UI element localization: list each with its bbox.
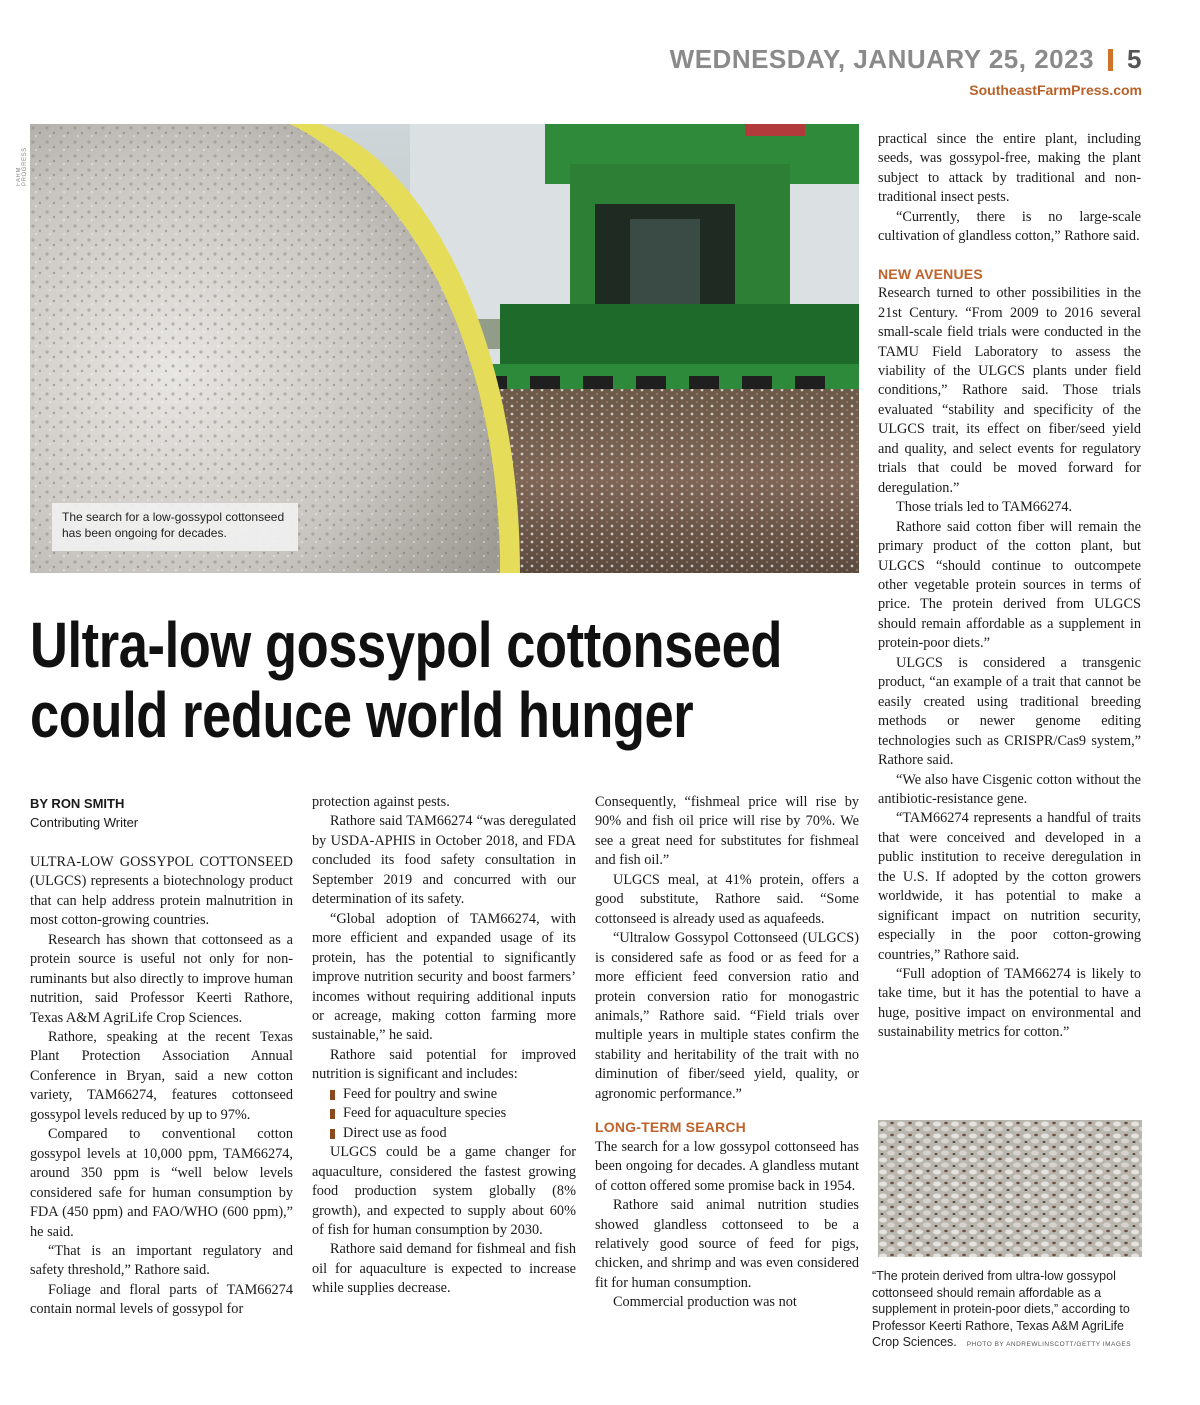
headline-line-2: could reduce world hunger — [30, 679, 694, 751]
paragraph: Research turned to other possibilities in the 21st Century. “From 2009 to 2016 several small-scale field trials were conducted in the TAMU Field Laboratory to assess the viability of the ULGCS plants under field conditions,” Rathore said. Those trials evaluated “stability and specificity of the ULGCS trait, its effect on fiber/seed yield and quality, and select events for regulatory trials that could be moved forward for deregulation.” — [878, 285, 1141, 496]
paragraph: Those trials led to TAM66274. — [896, 499, 1073, 516]
headline — [30, 610, 850, 750]
paragraph: ULTRA-LOW GOSSYPOL COTTONSEED (ULGCS) represents a biotechnology product that can help address protein malnutrition in most cotton-growing countries. — [30, 853, 293, 929]
paragraph: Rathore said cotton fiber will remain the primary product of the cotton plant, but ULGCS “should continue to outcompete other vegetable protein sources in terms of price. The protein derived from ULGCS should remain affordable as a supplement in protein-poor diets.” — [878, 518, 1141, 652]
paragraph: Rathore said TAM66274 “was deregulated by USDA-APHIS in October 2018, and FDA concluded its food safety consultation in September 2019 and concurred with our determination of its safety. — [312, 813, 576, 908]
dateline — [670, 44, 1142, 75]
subhead-new-avenues: NEW AVENUES — [878, 265, 983, 282]
paragraph: Commercial production was not — [613, 1294, 797, 1311]
separator-bar — [1108, 49, 1113, 71]
page-number: 5 — [1127, 44, 1142, 74]
cottonseed-photo-caption — [872, 1268, 1152, 1354]
subhead-long-term-search: LONG-TERM SEARCH — [595, 1119, 746, 1136]
photo-side-credit: FARM PROGRESS — [16, 147, 28, 186]
headline-line-1: Ultra-low gossypol cottonseed — [30, 609, 783, 681]
paragraph: ULGCS is considered a transgenic product, “an example of a trait that cannot be easily created using traditional breeding methods or newer genome editing technologies such as CRISPR/Cas9 system,” Rathore said. — [878, 654, 1141, 769]
bullet-item: Feed for poultry and swine — [330, 1085, 576, 1104]
paragraph: “That is an important regulatory and safety threshold,” Rathore said. — [30, 1242, 293, 1279]
article-column-3 — [595, 793, 859, 1313]
paragraph: Foliage and floral parts of TAM66274 contain normal levels of gossypol for — [30, 1281, 293, 1318]
paragraph: “Ultralow Gossypol Cottonseed (ULGCS) is considered safe as food or as feed for a more efficient feed conversion ratio and protein conversion ratio for monogastric animals,” Rathore said. “Field trials over multiple years in multiple states confirm the stability and heritability of the trait with no diminution of fiber/seed yield, quality, or agronomic performance.” — [595, 930, 859, 1102]
paragraph: practical since the entire plant, including seeds, was gossypol-free, making the plant subject to attack by traditional and non-traditional insect pests. — [878, 131, 1141, 206]
paragraph: ULGCS could be a game changer for aquaculture, considered the fastest growing food production system globally (8% growth), and expected to supply about 60% of fish for human consumption by 2030. — [312, 1144, 576, 1238]
caption-text: “The protein derived from ultra-low gossypol cottonseed should remain affordable as a supplement in protein-poor diets,” according to Professor Keerti Rathore, Texas A&M AgriLife Crop Sciences. — [872, 1269, 1130, 1349]
lead-photo-caption: The search for a low-gossypol cottonseed has been ongoing for decades. — [52, 503, 298, 551]
paragraph: “TAM66274 represents a handful of traits that were conceived and developed in a public institution to receive deregulation in the U.S. If adopted by the cotton growers worldwide, it has potential to make a significant impact on nutrition security, especially in the poor cotton-growing countries,” Rathore said. — [878, 810, 1141, 963]
paragraph: The search for a low gossypol cottonseed has been ongoing for decades. A glandless mutant of cotton offered some promise back in 1954. — [595, 1138, 859, 1194]
paragraph: Rathore said potential for improved nutrition is significant and includes: — [312, 1046, 576, 1083]
photo-credit: PHOTO BY ANDREWLINSCOTT/GETTY IMAGES — [966, 1341, 1132, 1348]
issue-date: WEDNESDAY, JANUARY 25, 2023 — [669, 44, 1095, 74]
paragraph: “Currently, there is no large-scale cultivation of glandless cotton,” Rathore said. — [878, 208, 1141, 245]
nutrition-bullet-list — [312, 1085, 576, 1143]
paragraph: Research has shown that cottonseed as a protein source is useful not only for non-ruminants but also directly to improve human nutrition, said Professor Keerti Rathore, Texas A&M AgriLife Crop Sciences. — [30, 931, 293, 1026]
paragraph: “Full adoption of TAM66274 is likely to take time, but it has the potential to have a huge, positive impact on environmental and sustainability metrics for cotton.” — [878, 966, 1141, 1041]
byline-role: Contributing Writer — [30, 815, 139, 831]
paragraph: Rathore said animal nutrition studies showed glandless cottonseed to be a relatively good source of feed for pigs, chicken, and shrimp and was even considered fit for human consumption. — [595, 1197, 859, 1291]
byline-author: BY RON SMITH — [30, 796, 125, 811]
bullet-item: Feed for aquaculture species — [330, 1104, 576, 1123]
article-column-2 — [312, 793, 576, 1299]
article-column-4 — [878, 130, 1141, 1043]
paragraph: “Global adoption of TAM66274, with more efficient and expanded usage of its protein, has the potential to significantly improve nutrition security and boost farmers’ incomes without requiring additional inputs or acreage, making cotton farming more sustainable,” he said. — [312, 910, 576, 1044]
cottonseed-photo — [878, 1120, 1142, 1257]
bullet-item: Direct use as food — [330, 1124, 576, 1143]
paragraph: protection against pests. — [312, 794, 450, 810]
paragraph: Rathore said demand for fishmeal and fish oil for aquaculture is expected to increase while supplies decrease. — [312, 1241, 576, 1297]
paragraph: “We also have Cisgenic cotton without the antibiotic-resistance gene. — [878, 771, 1141, 807]
paragraph: Rathore, speaking at the recent Texas Plant Protection Association Annual Conference in Bryan, said a new cotton variety, TAM66274, features cottonseed gossypol levels reduced by up to 97%. — [30, 1028, 293, 1123]
article-column-1 — [30, 794, 293, 1320]
site-url: SoutheastFarmPress.com — [969, 82, 1142, 98]
paragraph: ULGCS meal, at 41% protein, offers a good substitute, Rathore said. “Some cottonseed is already used as aquafeeds. — [595, 871, 859, 927]
cottonseed-photo-image — [878, 1120, 1142, 1257]
paragraph: Consequently, “fishmeal price will rise by 90% and fish oil price will rise by 70%. We see a great need for substitutes for fishmeal and fish oil.” — [595, 794, 859, 869]
paragraph: Compared to conventional cotton gossypol levels at 10,000 ppm, TAM66274, around 350 ppm is “well below levels considered safe for human consumption by FDA (450 ppm) and FAO/WHO (600 ppm),” he said. — [30, 1126, 293, 1240]
